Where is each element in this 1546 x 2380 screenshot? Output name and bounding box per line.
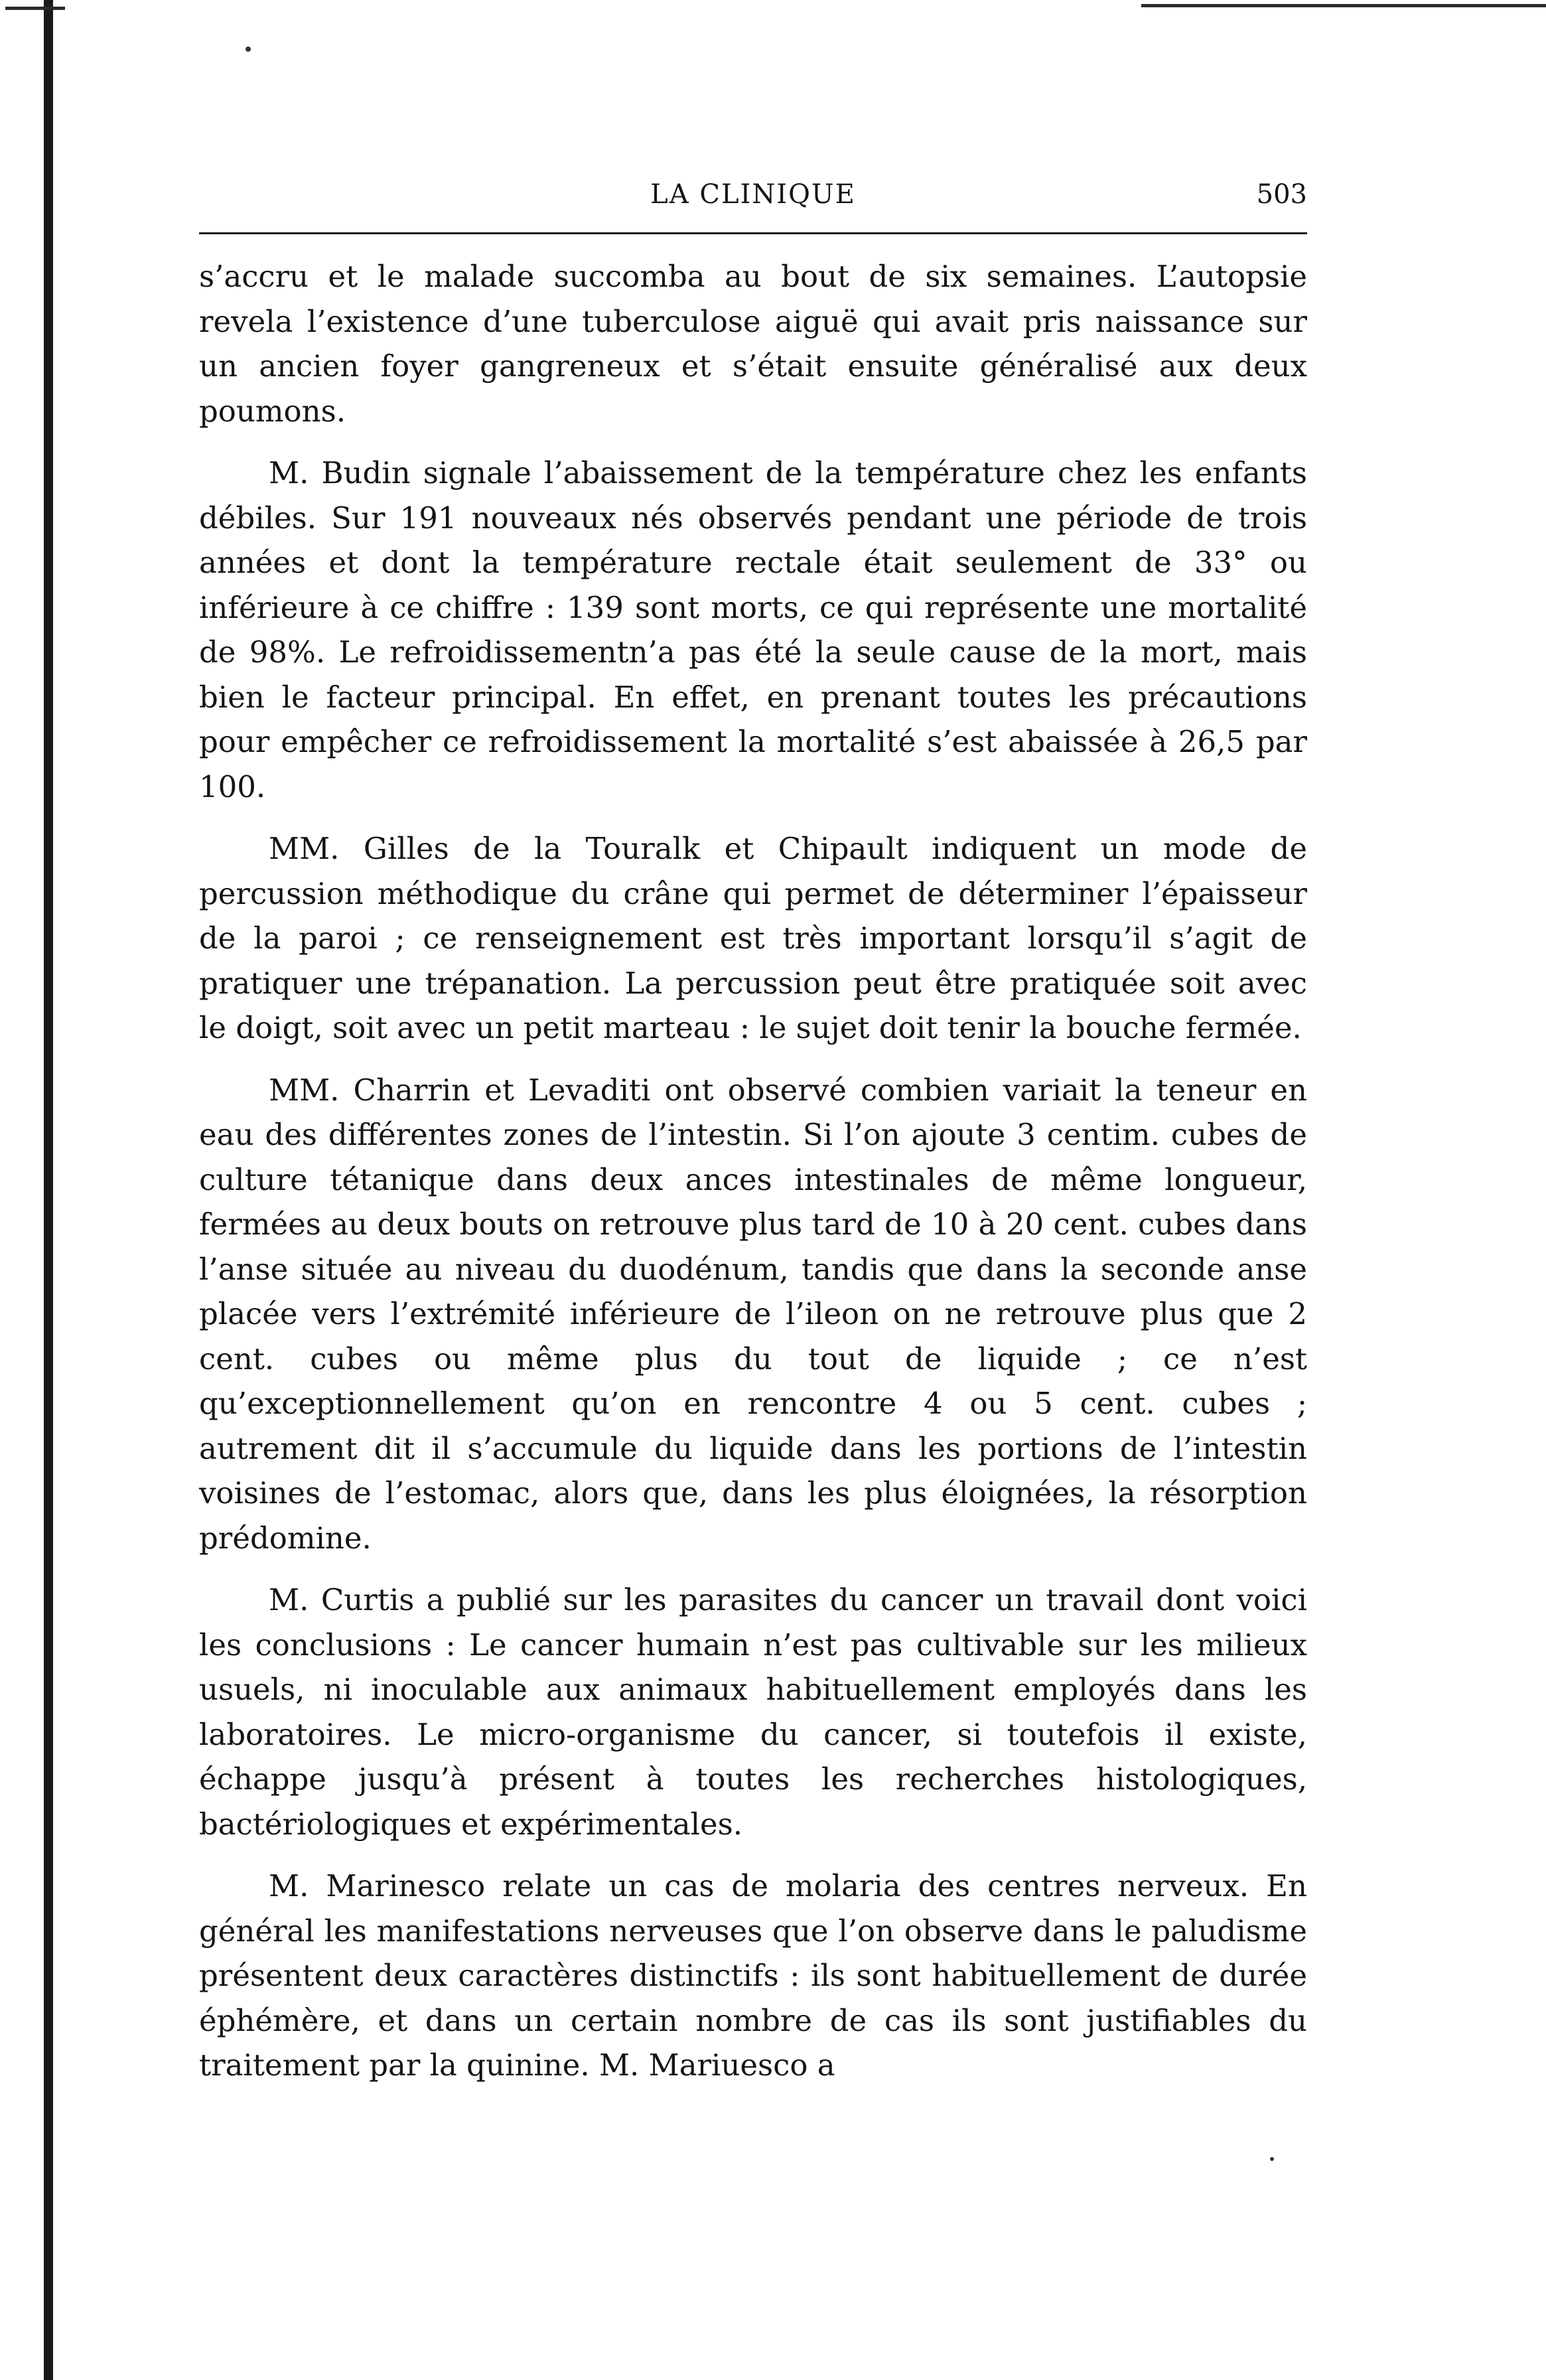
book-page: [199, 179, 1307, 2093]
scan-left-edge: [44, 0, 53, 2380]
scan-corner-mark: [5, 7, 65, 10]
body-text: [199, 254, 1307, 2088]
scan-speck: [1270, 2157, 1274, 2161]
paragraph-charrin-levaditi: MM. Charrin et Levaditi ont observé combien variait la teneur en eau des différentes zones de l’intestin. Si l’on ajoute 3 centim. cubes de culture tétanique dans deux ances intestinales de même longueur, fermées au deux bouts on retrouve plus tard de 10 à 20 cent. cubes dans l’anse située au niveau du duodénum, tandis que dans la seconde anse placée vers l’extrémité inférieure de l’ileon on ne retrouve plus que 2 cent. cubes ou même plus du tout de liquide ; ce n’est qu’exceptionnellement qu’on en rencontre 4 ou 5 cent. cubes ; autrement dit il s’accumule du liquide dans les portions de l’intestin voisines de l’estomac, alors que, dans les plus éloignées, la résorption prédomine.: [199, 1072, 1307, 1556]
scan-top-edge: [1141, 4, 1546, 7]
paragraph-budin: M. Budin signale l’abaissement de la température chez les enfants débiles. Sur 191 nouveaux nés observés pendant une période de trois années et dont la température rectale était seulement de 33° ou inférieure à ce chiffre : 139 sont morts, ce qui représente une mortalité de 98%. Le refroidissementn’a pas été la seule cause de la mort, mais bien le facteur principal. En effet, en prenant toutes les précautions pour empêcher ce refroidissement la mortalité s’est abaissée à 26,5 par 100.: [199, 455, 1307, 804]
header-rule: [199, 232, 1307, 234]
paragraph-continuation: s’accru et le malade succomba au bout de six semaines. L’autopsie revela l’existence d’une tuberculose aiguë qui avait pris naissance sur un ancien foyer gangreneux et s’était ensuite généralisé aux deux poumons.: [199, 259, 1307, 429]
scan-speck: [246, 46, 251, 52]
paragraph-curtis: M. Curtis a publié sur les parasites du cancer un travail dont voici les conclusions : Le cancer humain n’est pas cultivable sur les milieux usuels, ni inoculable aux animaux habituellement employés dans les laboratoires. Le micro-organisme du cancer, si toutefois il existe, échappe jusqu’à présent à toutes les recherches histologiques, bactériologiques et expérimentales.: [199, 1582, 1307, 1842]
running-head: [199, 179, 1307, 226]
paragraph-marinesco: M. Marinesco relate un cas de molaria des centres nerveux. En général les manifestations nerveuses que l’on observe dans le paludisme présentent deux caractères distinctifs : ils sont habituellement de durée éphémère, et dans un certain nombre de cas ils sont justifiables du traitement par la quinine. M. Mariuesco a: [199, 1868, 1307, 2083]
page-number: 503: [1256, 179, 1307, 210]
running-title: LA CLINIQUE: [650, 179, 856, 210]
paragraph-gilles-chipault: MM. Gilles de la Touralk et Chipault indiquent un mode de percussion méthodique du crâne qui permet de déterminer l’épaisseur de la paroi ; ce renseignement est très important lorsqu’il s’agit de pratiquer une trépanation. La percussion peut être pratiquée soit avec le doigt, soit avec un petit marteau : le sujet doit tenir la bouche fermée.: [199, 831, 1307, 1045]
